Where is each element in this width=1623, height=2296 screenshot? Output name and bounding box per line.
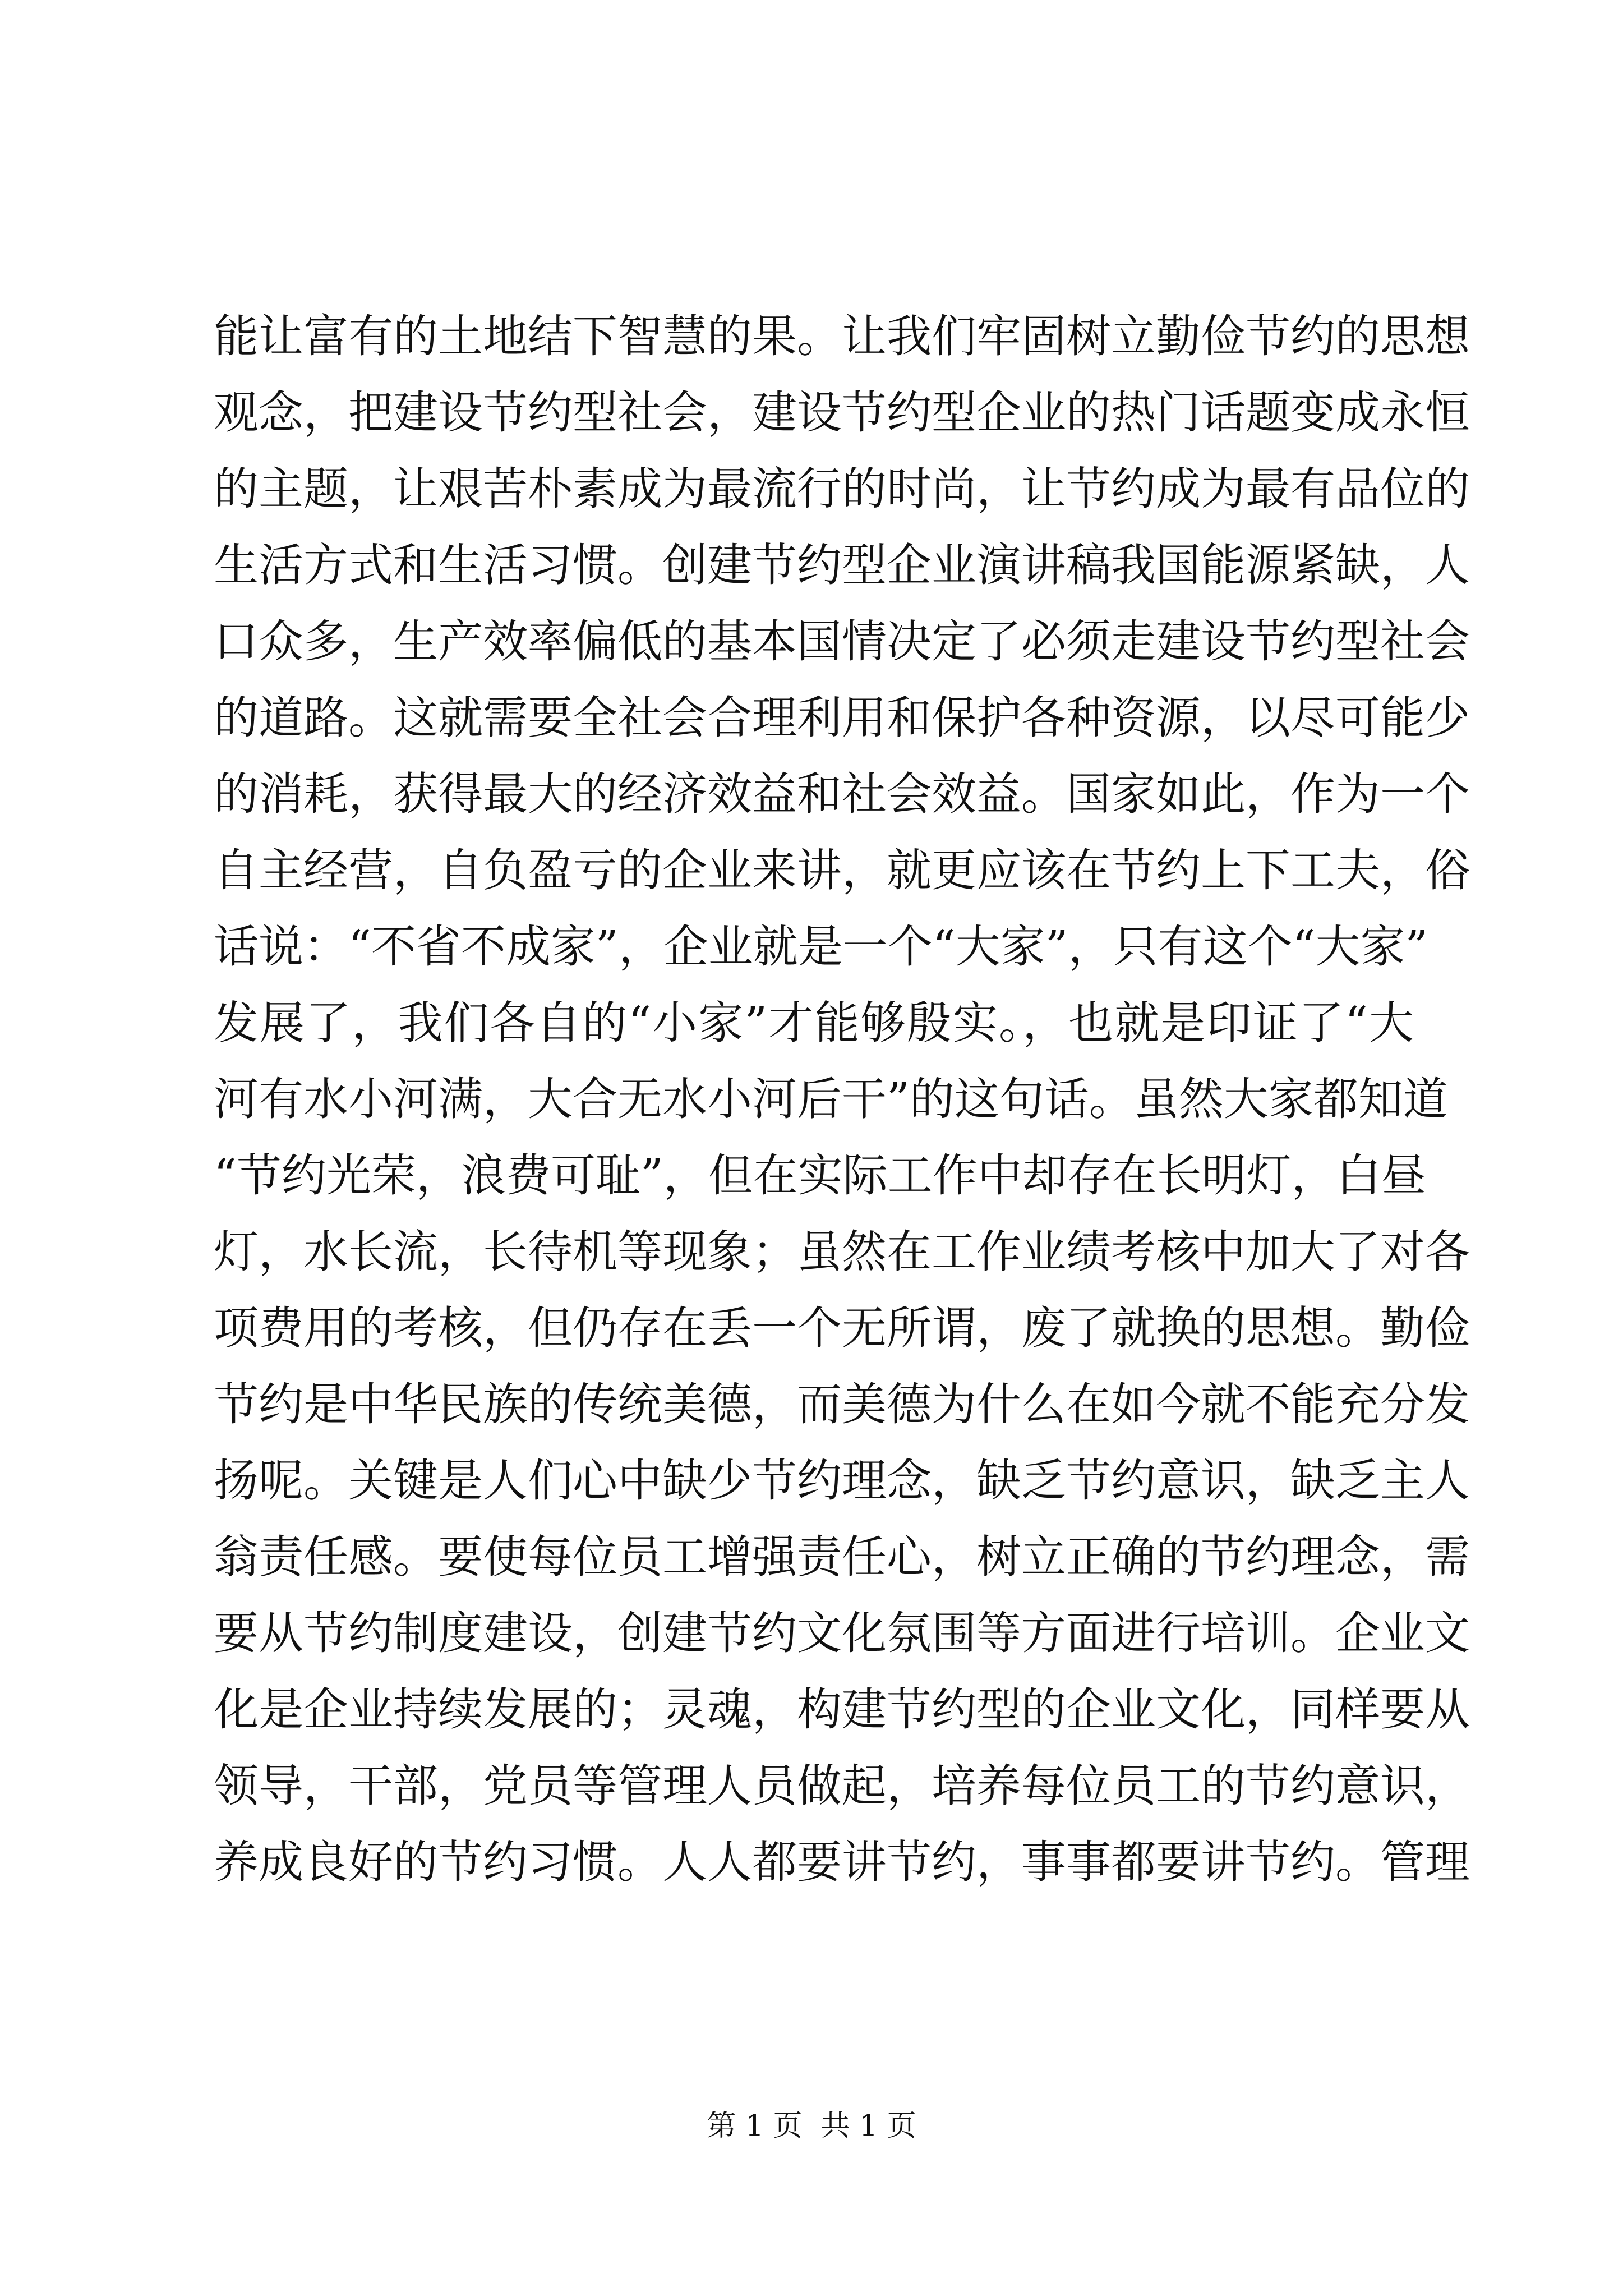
body-text <box>214 298 1470 1901</box>
text-line: “节约光荣，浪费可耻”，但在实际工作中却存在长明灯，白昼 <box>214 1149 1426 1202</box>
text-line: 发展了，我们各自的“小家”才能够殷实。，也就是印证了“大 <box>214 997 1414 1049</box>
text-line: 观念，把建设节约型社会，建设节约型企业的热门话题变成永恒 <box>214 386 1470 439</box>
text-line: 翁责任感。要使每位员工增强责任心，树立正确的节约理念，需 <box>214 1531 1470 1583</box>
text-line: 能让富有的土地结下智慧的果。让我们牢固树立勤俭节约的思想 <box>214 310 1470 362</box>
text-line: 扬呢。关键是人们心中缺少节约理念，缺乏节约意识，缺乏主人 <box>214 1455 1470 1507</box>
text-line: 项费用的考核，但仍存在丢一个无所谓，废了就换的思想。勤俭 <box>214 1302 1470 1354</box>
page-number-label: 第 1 页 共 1 页 <box>707 2109 916 2143</box>
text-line: 的主题，让艰苦朴素成为最流行的时尚，让节约成为最有品位的 <box>214 463 1470 515</box>
text-line: 生活方式和生活习惯。创建节约型企业演讲稿我国能源紧缺，人 <box>214 539 1470 591</box>
text-line: 领导，干部，党员等管理人员做起，培养每位员工的节约意识， <box>214 1760 1470 1812</box>
text-line: 话说：“不省不成家”，企业就是一个“大家”，只有这个“大家” <box>214 921 1428 973</box>
text-line: 口众多，生产效率偏低的基本国情决定了必须走建设节约型社会 <box>214 615 1470 668</box>
text-line: 河有水小河满，大合无水小河后干”的这句话。虽然大家都知道 <box>214 1073 1448 1125</box>
text-line: 养成良好的节约习惯。人人都要讲节约，事事都要讲节约。管理 <box>214 1836 1470 1888</box>
text-line: 的道路。这就需要全社会合理利用和保护各种资源，以尽可能少 <box>214 692 1470 744</box>
text-line: 灯，水长流，长待机等现象；虽然在工作业绩考核中加大了对各 <box>214 1226 1470 1278</box>
text-line: 要从节约制度建设，创建节约文化氛围等方面进行培训。企业文 <box>214 1607 1470 1659</box>
text-line: 化是企业持续发展的；灵魂，构建节约型的企业文化，同样要从 <box>214 1683 1470 1736</box>
text-line: 的消耗，获得最大的经济效益和社会效益。国家如此，作为一个 <box>214 768 1470 820</box>
text-line: 自主经营，自负盈亏的企业来讲，就更应该在节约上下工夫，俗 <box>214 844 1470 896</box>
text-line: 节约是中华民族的传统美德，而美德为什么在如今就不能充分发 <box>214 1378 1470 1430</box>
page-footer <box>0 2106 1623 2146</box>
